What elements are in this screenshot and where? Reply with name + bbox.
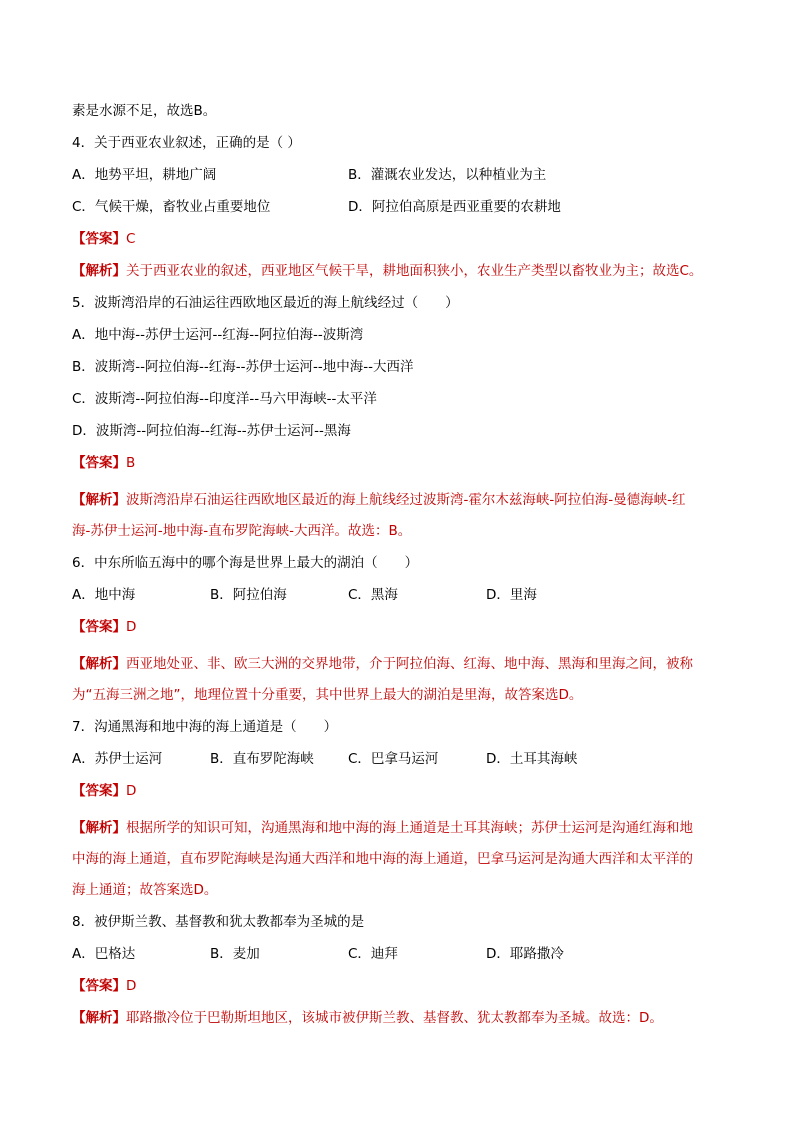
answer-value: D [126,783,137,799]
answer-line [72,781,732,801]
answer-value: D [126,619,137,635]
explanation-line: 中海的海上通道，直布罗陀海峡是沟通大西洋和地中海的海上通道，巴拿马运河是沟通大西洋和太平洋的 [72,851,693,867]
explanation-text: 耶路撒冷位于巴勒斯坦地区，该城市被伊斯兰教、基督教、犹太教都奉为圣城。故选：D。 [126,1010,663,1026]
question-5: 5．波斯湾沿岸的石油运往西欧地区最近的海上航线经过（ ） [72,295,459,311]
answer-value: C [126,231,136,247]
option-d: D．土耳其海峡 [486,751,578,767]
explanation-text: 西亚地处亚、非、欧三大洲的交界地带，介于阿拉伯海、红海、地中海、黑海和里海之间，被称 [126,656,693,672]
explanation-line: 海-苏伊士运河-地中海-直布罗陀海峡-大西洋。故选：B。 [72,523,412,539]
option-c: C．波斯湾--阿拉伯海--印度洋--马六甲海峡--太平洋 [72,391,377,407]
option-a: A．地势平坦，耕地广阔 [72,167,217,183]
question-7: 7．沟通黑海和地中海的海上通道是（ ） [72,719,338,735]
answer-tag: 【答案】 [72,231,126,247]
option-c: C．黑海 [348,587,398,603]
explanation-text: 关于西亚农业的叙述，西亚地区气候干旱，耕地面积狭小，农业生产类型以畜牧业为主；故选C。 [126,263,703,279]
answer-value: D [126,978,137,994]
answer-tag: 【答案】 [72,455,126,471]
explanation-line [72,649,732,680]
question-4-options-row1 [72,165,732,185]
explanation-paragraph [72,649,732,711]
explanation-line [72,1008,732,1028]
explanation-tag: 【解析】 [72,492,126,508]
answer-line [72,617,732,637]
question-7-options [72,749,732,769]
option-b: B．灌溉农业发达，以种植业为主 [348,167,547,183]
option-c: C．巴拿马运河 [348,751,439,767]
option-d: D．波斯湾--阿拉伯海--红海--苏伊士运河--黑海 [72,423,351,439]
answer-line [72,453,732,473]
question-6-options [72,585,732,605]
question-4: 4．关于西亚农业叙述，正确的是（ ） [72,135,301,151]
option-a: A．巴格达 [72,946,136,962]
answer-value: B [126,455,136,471]
document-content [72,101,732,1040]
text-line: 素是水源不足，故选B。 [72,103,217,119]
explanation-tag: 【解析】 [72,1010,126,1026]
option-b: B．波斯湾--阿拉伯海--红海--苏伊士运河--地中海--大西洋 [72,359,414,375]
question-4-options-row2 [72,197,732,217]
option-d: D．阿拉伯高原是西亚重要的农耕地 [348,199,561,215]
question-8: 8．被伊斯兰教、基督教和犹太教都奉为圣城的是 [72,914,365,930]
answer-line [72,229,732,249]
explanation-line: 海上通道；故答案选D。 [72,882,218,898]
answer-tag: 【答案】 [72,978,126,994]
option-b: B．麦加 [210,946,260,962]
option-a: A．苏伊士运河 [72,751,163,767]
explanation-text: 波斯湾沿岸石油运往西欧地区最近的海上航线经过波斯湾-霍尔木兹海峡-阿拉伯海-曼德海峡-红 [126,492,686,508]
question-6: 6．中东所临五海中的哪个海是世界上最大的湖泊（ ） [72,555,419,571]
question-8-options [72,944,732,964]
explanation-line [72,261,732,281]
explanation-tag: 【解析】 [72,263,126,279]
option-d: D．里海 [486,587,537,603]
explanation-tag: 【解析】 [72,656,126,672]
explanation-paragraph [72,813,732,906]
option-c: C．气候干燥，畜牧业占重要地位 [72,199,271,215]
explanation-paragraph [72,485,732,547]
option-d: D．耶路撒冷 [486,946,564,962]
answer-tag: 【答案】 [72,783,126,799]
option-a: A．地中海 [72,587,136,603]
answer-line [72,976,732,996]
option-c: C．迪拜 [348,946,398,962]
explanation-line [72,813,732,844]
explanation-line: 为“五海三洲之地”，地理位置十分重要，其中世界上最大的湖泊是里海，故答案选D。 [72,687,583,703]
answer-tag: 【答案】 [72,619,126,635]
explanation-tag: 【解析】 [72,820,126,836]
explanation-text: 根据所学的知识可知，沟通黑海和地中海的海上通道是土耳其海峡；苏伊士运河是沟通红海和地 [126,820,693,836]
option-b: B．阿拉伯海 [210,587,287,603]
explanation-line [72,485,732,516]
option-a: A．地中海--苏伊士运河--红海--阿拉伯海--波斯湾 [72,327,364,343]
option-b: B．直布罗陀海峡 [210,751,314,767]
